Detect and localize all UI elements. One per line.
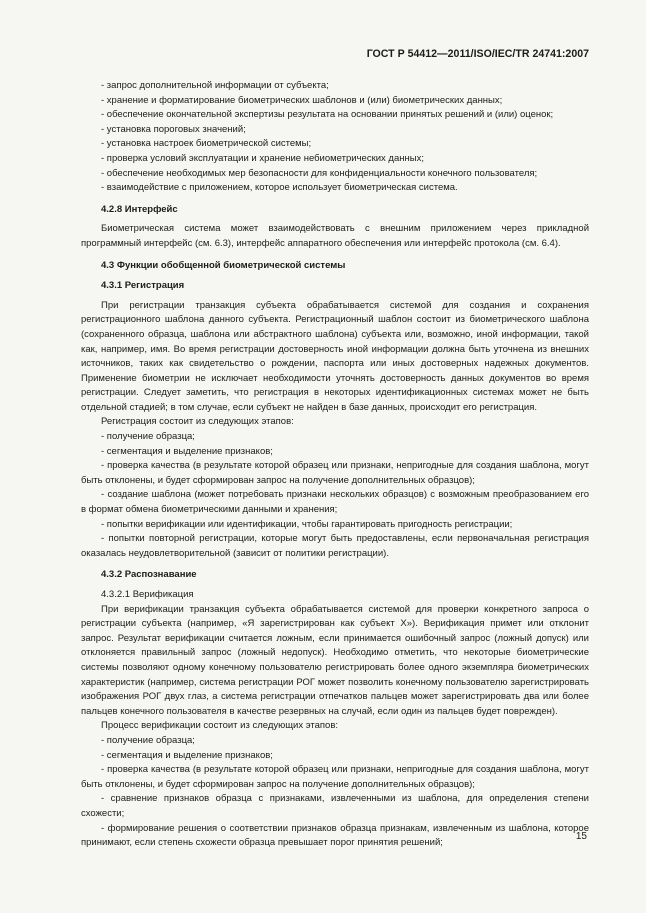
list-item: - обеспечение необходимых мер безопасности для конфиденциальности конечного пользователя; (101, 167, 538, 179)
list-item: - проверка качества (в результате которой образец или признаки, непригодные для создания шаблона, могут быть отклонены, и будет сформирован запрос на получение дополнительных образцов); (81, 460, 589, 486)
list-item: - получение образца; (101, 734, 195, 746)
subsection-heading-4-3-2-1: 4.3.2.1 Верификация (101, 589, 194, 600)
paragraph: Регистрация состоит из следующих этапов: (101, 416, 294, 428)
paragraph: Биометрическая система может взаимодействовать с внешним приложением через прикладной программный интерфейс (см. 6.3), интерфейс аппаратного обеспечения или интерфейс протокола (см. 6.4). (81, 223, 589, 249)
section-heading-4-2-8: 4.2.8 Интерфейс (101, 203, 178, 215)
page-number: 15 (575, 831, 587, 842)
paragraph: Процесс верификации состоит из следующих этапов: (101, 720, 339, 732)
list-item: - сегментация и выделение признаков; (101, 749, 273, 761)
list-item: - запрос дополнительной информации от субъекта; (101, 80, 329, 91)
list-item: - создание шаблона (может потребовать признаки нескольких образцов) с возможным преобразованием его в формат обмена биометрическими данными и хранения; (81, 489, 589, 516)
paragraph: При регистрации транзакция субъекта обрабатывается системой для создания и сохранения регистрационного шаблона данного субъекта. Регистрационный шаблон состоит из биометрического шаблона (сохраненного образца, шаблона или абстрактного шаблона) субъекта или, возможно, иной информации, такой как, например, имя. Во время регистрации достоверность иной информации должна быть уточнена из внешних источников, таких как свидетельство о рождении, паспорта или иных достоверных надежных документов. Применение биометрии не исключает необходимости уточнять достоверность данных документов во время регистрации. Следует заметить, что регистрация в некоторых идентификационных системах может не быть отдельной стадией; в том случае, если субъект не найден в базе данных, происходит его регистрация. (81, 299, 589, 413)
list-item: - сравнение признаков образца с признаками, извлеченными из шаблона, для определения степени схожести; (81, 793, 589, 819)
list-item: - сегментация и выделение признаков; (101, 445, 273, 457)
list-item: - установка настроек биометрической системы; (101, 138, 312, 150)
list-item: - попытки повторной регистрации, которые могут быть предоставлены, если первоначальная регистрация оказалась неудовлетворительной (зависит от политики регистрации). (81, 533, 589, 559)
list-item: - хранение и форматирование биометрических шаблонов и (или) биометрических данных; (101, 94, 503, 106)
document-body (81, 79, 589, 851)
standard-header: ГОСТ Р 54412—2011/ISO/IEC/TR 24741:2007 (366, 48, 589, 60)
list-item: - получение образца; (101, 431, 195, 443)
paragraph: При верификации транзакция субъекта обрабатывается системой для проверки конкретного запроса о регистрации субъекта (например, «Я зарегистрирован как субъект X»). Верификация примет или отклонит запрос. Результат верификации считается ложным, если принимается ошибочный запрос (ложный допуск) или отклоняется правильный запрос (ложный недопуск). Необходимо отметить, что некоторые биометрические системы позволяют одному конечному пользователю регистрировать более одного экземпляра биометрических характеристик (например, система регистрации РОГ может позволить конечному пользователю зарегистрировать изображения РОГ двух глаз, а система регистрации отпечатков пальцев может зарегистрировать два или более пальцев конечного пользователя в качестве резервных на случай, если один из пальцев будет поврежден). (81, 603, 589, 717)
list-item: - установка пороговых значений; (101, 123, 246, 135)
section-heading-4-3-2: 4.3.2 Распознавание (101, 569, 197, 581)
list-item: - обеспечение окончательной экспертизы результата на основании принятых решений и (или) оценок; (101, 109, 554, 121)
list-item: - формирование решения о соответствии признаков образца признакам, извлеченным из шаблона, которое принимают, если степень схожести образца превышает порог принятия решений; (81, 822, 589, 849)
list-item: - попытки верификации или идентификации, чтобы гарантировать пригодность регистрации; (101, 518, 513, 530)
section-heading-4-3-1: 4.3.1 Регистрация (101, 280, 185, 292)
section-heading-4-3: 4.3 Функции обобщенной биометрической системы (101, 259, 346, 271)
list-item: - проверка качества (в результате которой образец или признаки, непригодные для создания шаблона, могут быть отклонены, и будет сформирован запрос на получение дополнительных образцов); (81, 764, 589, 790)
list-item: - проверка условий эксплуатации и хранение небиометрических данных; (101, 152, 424, 164)
list-item: - взаимодействие с приложением, которое использует биометрическая система. (101, 182, 458, 194)
